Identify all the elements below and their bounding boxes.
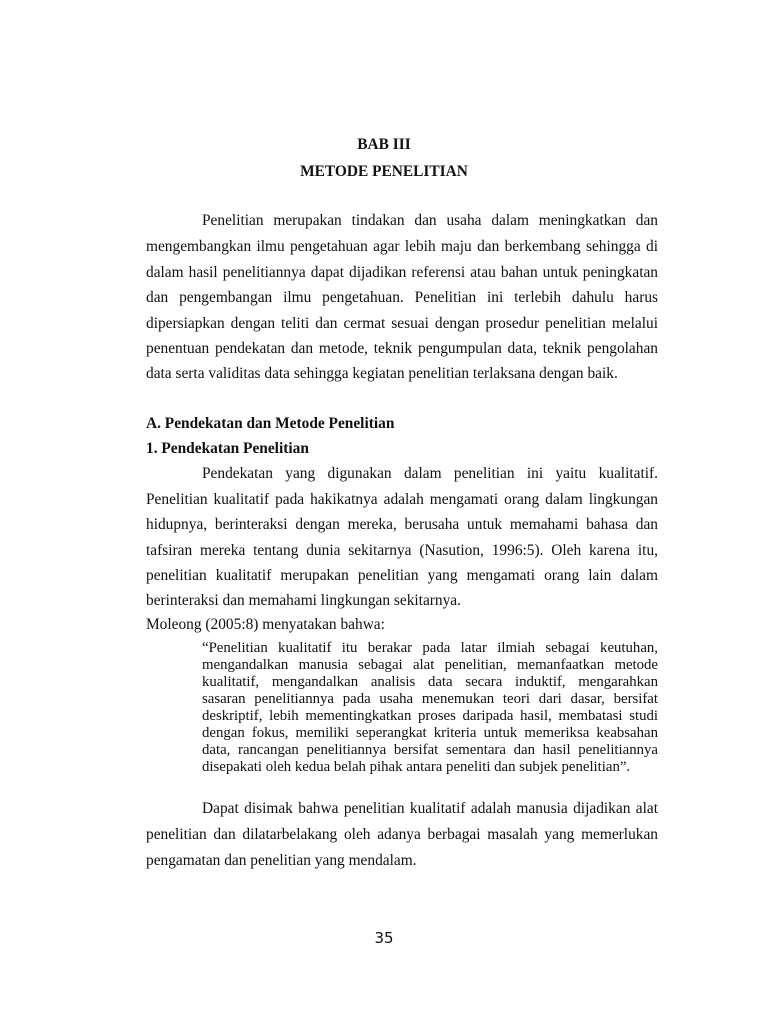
chapter-number: BAB III <box>357 136 411 153</box>
quote-line: kualitatif, mengandalkan analisis data secara induktif, mengarahkan <box>202 674 658 690</box>
quote-line: “Penelitian kualitatif itu berakar pada latar ilmiah sebagai keutuhan, <box>202 640 658 656</box>
quote-line: disepakati oleh kedua belah pihak antara peneliti dan subjek penelitian”. <box>202 759 631 775</box>
intro-line: Penelitian merupakan tindakan dan usaha dalam meningkatkan dan <box>202 212 658 229</box>
subsection-heading: 1. Pendekatan Penelitian <box>146 440 309 457</box>
quote-line: deskriptif, lebih mementingkatkan proses daripada hasil, membatasi studi <box>202 708 658 724</box>
quote-line: data, rancangan penelitiannya bersifat sementara dan hasil penelitiannya <box>202 742 658 758</box>
intro-line: dalam hasil penelitiannya dapat dijadikan referensi atau bahan untuk peningkatan <box>146 264 658 281</box>
approach-line: berinteraksi dan memahami lingkungan sekitarnya. <box>146 592 461 609</box>
intro-line: mengembangkan ilmu pengetahuan agar lebih maju dan berkembang sehingga di <box>146 238 658 255</box>
quote-line: dengan fokus, memiliki seperangkat kriteria untuk memeriksa keabsahan <box>202 725 658 741</box>
approach-line: tafsiran mereka tentang dunia sekitarnya (Nasution, 1996:5). Oleh karena itu, <box>146 542 658 559</box>
approach-line: hidupnya, berinteraksi dengan mereka, berusaha untuk memahami bahasa dan <box>146 516 658 533</box>
conclusion-line: penelitian dan dilatarbelakang oleh adanya berbagai masalah yang memerlukan <box>146 826 658 843</box>
approach-line: Pendekatan yang digunakan dalam penelitian ini yaitu kualitatif. <box>202 465 658 482</box>
page-number: 35 <box>374 929 394 947</box>
intro-line: dan pengembangan ilmu pengetahuan. Penelitian ini terlebih dahulu harus <box>146 289 658 306</box>
approach-line: penelitian kualitatif merupakan penelitian yang mengamati orang lain dalam <box>146 567 658 584</box>
quote-line: mengandalkan manusia sebagai alat penelitian, memanfaatkan metode <box>202 657 658 673</box>
intro-line: penentuan pendekatan dan metode, teknik pengumpulan data, teknik pengolahan <box>146 340 658 357</box>
quote-line: sasaran penelitiannya pada usaha menemukan teori dari dasar, bersifat <box>202 691 658 707</box>
section-heading: A. Pendekatan dan Metode Penelitian <box>146 415 395 432</box>
approach-line: Penelitian kualitatif pada hakikatnya adalah mengamati orang dalam lingkungan <box>146 491 658 508</box>
intro-line: data serta validitas data sehingga kegiatan penelitian terlaksana dengan baik. <box>146 365 618 382</box>
conclusion-line: Dapat disimak bahwa penelitian kualitatif adalah manusia dijadikan alat <box>202 800 658 817</box>
intro-line: dipersiapkan dengan teliti dan cermat sesuai dengan prosedur penelitian melalui <box>146 315 658 332</box>
conclusion-line: pengamatan dan penelitian yang mendalam. <box>146 852 417 869</box>
quote-intro: Moleong (2005:8) menyatakan bahwa: <box>146 616 385 633</box>
chapter-title: METODE PENELITIAN <box>300 163 468 180</box>
